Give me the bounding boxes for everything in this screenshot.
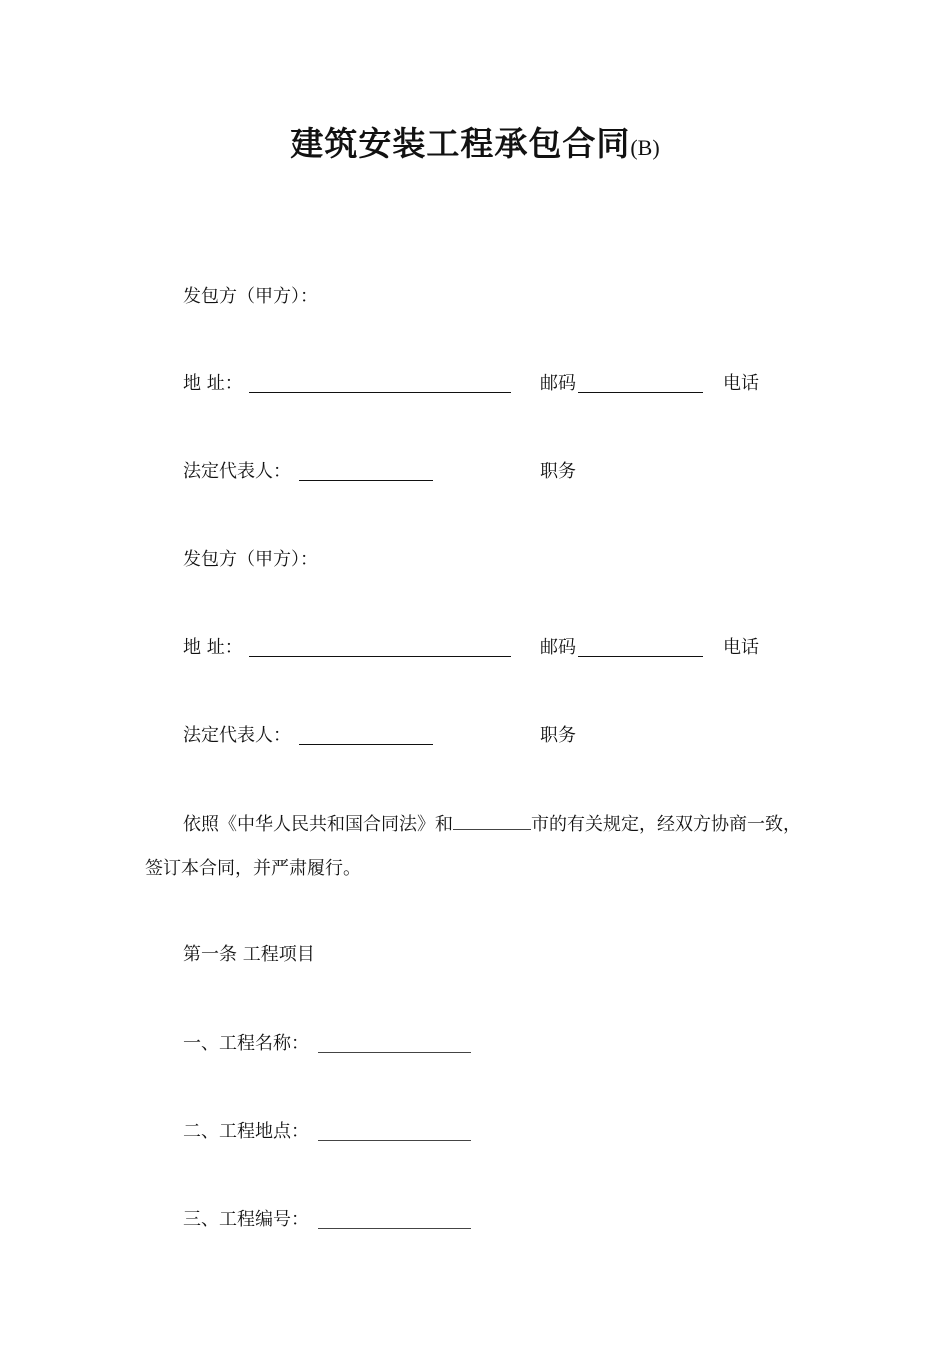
address-label-1: 地 址： <box>183 373 243 394</box>
position-label-1: 职务 <box>540 461 576 482</box>
project-location-field[interactable] <box>318 1140 471 1141</box>
address-label-2: 地 址： <box>183 637 243 658</box>
postcode-field-2[interactable] <box>578 656 703 657</box>
article1-heading: 第一条 工程项目 <box>183 944 315 965</box>
legal-rep-field-1[interactable] <box>299 480 433 481</box>
legal-rep-field-2[interactable] <box>299 744 433 745</box>
city-blank[interactable] <box>453 813 531 830</box>
title-suffix: (B) <box>630 135 660 160</box>
project-number-field[interactable] <box>318 1228 471 1229</box>
preamble-paragraph <box>145 803 810 891</box>
project-number-label: 三、工程编号： <box>183 1209 309 1230</box>
document-title <box>0 118 950 165</box>
title-main: 建筑安装工程承包合同 <box>290 124 631 163</box>
party-a-heading-2: 发包方（甲方）： <box>183 549 318 570</box>
project-location-label: 二、工程地点： <box>183 1121 309 1142</box>
project-name-field[interactable] <box>318 1052 471 1053</box>
legal-rep-label-2: 法定代表人： <box>183 725 291 746</box>
address-field-2[interactable] <box>249 656 511 657</box>
preamble-part1: 依照《中华人民共和国合同法》和 <box>183 814 453 835</box>
address-field-1[interactable] <box>249 392 511 393</box>
preamble-part2: 市的有关规定，经双方协商一致，签订本合同，并严肃履行。 <box>145 814 801 879</box>
legal-rep-label-1: 法定代表人： <box>183 461 291 482</box>
position-label-2: 职务 <box>540 725 576 746</box>
phone-label-1: 电话 <box>723 373 759 394</box>
project-name-label: 一、工程名称： <box>183 1033 309 1054</box>
postcode-field-1[interactable] <box>578 392 703 393</box>
party-a-heading-1: 发包方（甲方）： <box>183 286 318 307</box>
postcode-label-1: 邮码 <box>540 373 576 394</box>
phone-label-2: 电话 <box>723 637 759 658</box>
postcode-label-2: 邮码 <box>540 637 576 658</box>
